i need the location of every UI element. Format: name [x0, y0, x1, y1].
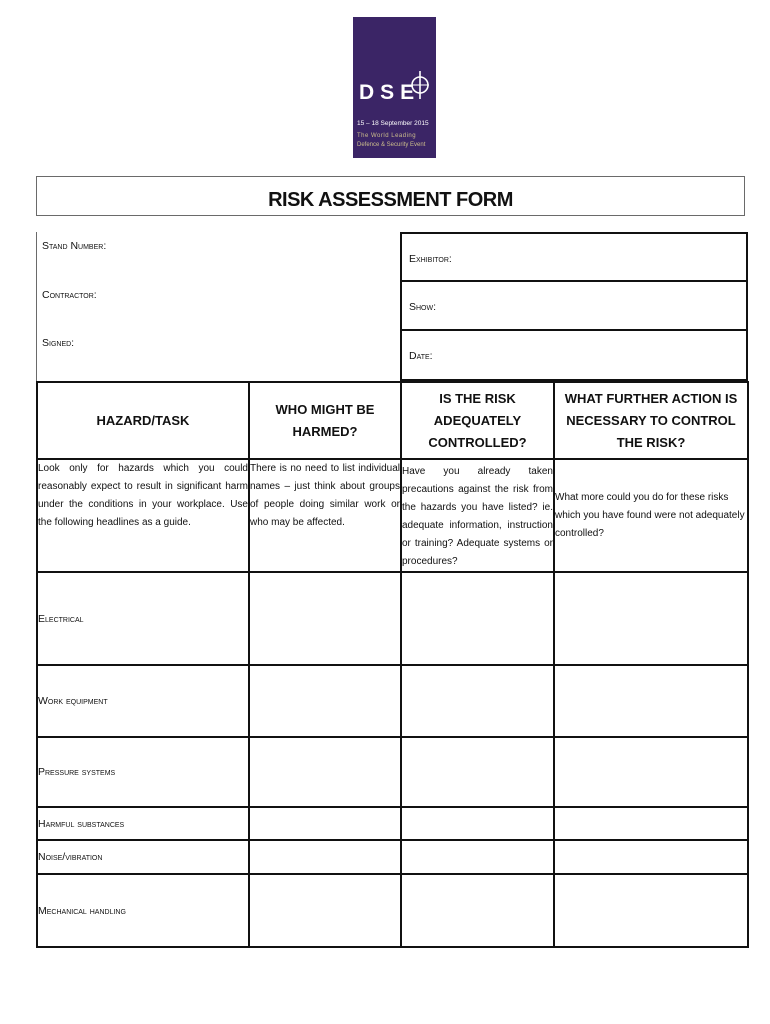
dsei-logo [353, 17, 436, 169]
show-label: Show: [409, 301, 437, 313]
cell-controlled[interactable] [401, 665, 554, 737]
logo-dates: 15 – 18 September 2015 [357, 120, 429, 127]
cell-further[interactable] [554, 572, 748, 665]
cell-who[interactable] [249, 737, 401, 807]
cell-who[interactable] [249, 572, 401, 665]
table-row [37, 807, 748, 840]
logo-venue: ExCeL London www.DSEI.co.uk [357, 163, 429, 169]
row-label-pressure-systems: Pressure systems [37, 737, 249, 807]
stand-number-label: Stand Number: [42, 240, 107, 252]
page-title: RISK ASSESSMENT FORM [268, 189, 513, 211]
info-grid [36, 232, 748, 381]
contractor-field[interactable] [42, 289, 97, 301]
table-header-row [37, 382, 748, 459]
cell-who[interactable] [249, 874, 401, 947]
cell-further[interactable] [554, 737, 748, 807]
date-field[interactable] [400, 330, 748, 381]
cell-further[interactable] [554, 807, 748, 840]
table-row [37, 737, 748, 807]
cell-controlled[interactable] [401, 874, 554, 947]
header-further: WHAT FURTHER ACTION IS NECESSARY TO CONTROL THE RISK? [554, 382, 748, 459]
cell-controlled[interactable] [401, 840, 554, 874]
header-hazard: HAZARD/TASK [37, 382, 249, 459]
table-row [37, 840, 748, 874]
header-who: WHO MIGHT BE HARMED? [249, 382, 401, 459]
signed-label: Signed: [42, 337, 75, 349]
table-row [37, 665, 748, 737]
signed-field[interactable] [42, 337, 74, 349]
exhibitor-field[interactable] [400, 232, 748, 281]
cell-further[interactable] [554, 840, 748, 874]
info-left-column [36, 232, 403, 381]
cell-who[interactable] [249, 807, 401, 840]
row-label-harmful-substances: Harmful substances [37, 807, 249, 840]
cell-controlled[interactable] [401, 572, 554, 665]
guidance-row [37, 459, 748, 572]
table-row [37, 572, 748, 665]
cell-who[interactable] [249, 665, 401, 737]
cell-controlled[interactable] [401, 737, 554, 807]
guidance-hazard: Look only for hazards which you could reasonably expect to result in significant harm under the conditions in your workplace. Use the following headlines as a guide. [37, 459, 249, 572]
crosshair-icon [409, 71, 431, 99]
logo-tagline-2: Defence & Security Event [357, 142, 426, 148]
contractor-label: Contractor: [42, 289, 97, 301]
exhibitor-label: Exhibitor: [409, 253, 452, 265]
cell-controlled[interactable] [401, 807, 554, 840]
table-row [37, 874, 748, 947]
date-label: Date: [409, 350, 433, 362]
title-box [36, 176, 745, 216]
logo-tagline-1: The World Leading [357, 133, 417, 139]
stand-number-field[interactable] [42, 240, 106, 252]
row-label-mechanical-handling: Mechanical handling [37, 874, 249, 947]
guidance-who: There is no need to list individual names – just think about groups of people doing similar work or who may be affected. [249, 459, 401, 572]
guidance-further: What more could you do for these risks which you have found were not adequately controlled? [554, 459, 748, 572]
risk-table [36, 381, 749, 948]
cell-further[interactable] [554, 874, 748, 947]
cell-further[interactable] [554, 665, 748, 737]
row-label-work-equipment: Work equipment [37, 665, 249, 737]
show-field[interactable] [400, 281, 748, 330]
logo-brand: DSE [359, 81, 421, 104]
header-controlled: IS THE RISK ADEQUATELY CONTROLLED? [401, 382, 554, 459]
guidance-controlled: Have you already taken precautions against the risk from the hazards you have listed? ie. adequate information, instruction or training? Adequate systems or procedures? [401, 459, 554, 572]
row-label-electrical: Electrical [37, 572, 249, 665]
cell-who[interactable] [249, 840, 401, 874]
row-label-noise-vibration: Noise/vibration [37, 840, 249, 874]
